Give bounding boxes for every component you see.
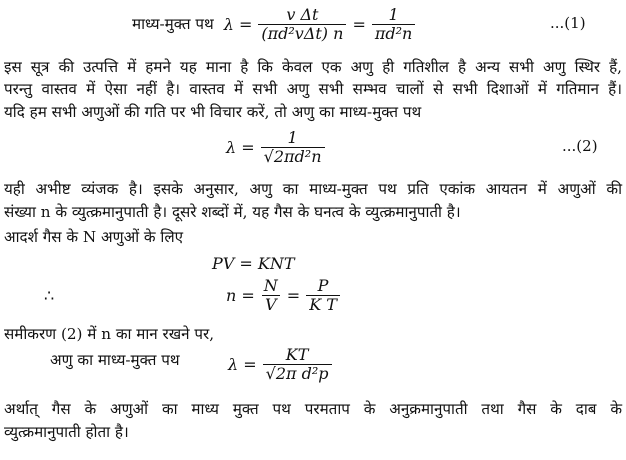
equals-sign: = bbox=[286, 285, 301, 305]
equals-sign: = bbox=[352, 14, 366, 34]
paragraph-2-line-3: आदर्श गैस के N अणुओं के लिए bbox=[4, 228, 184, 246]
fraction-denominator: √2πd²n bbox=[261, 147, 325, 166]
paragraph-1-line-1: इस सूत्र की उत्पत्ति में हमने यह माना है कि केवल एक अणु ही गतिशील है अन्य सभी अणु स्थिर हैं, bbox=[4, 58, 622, 76]
equation-1 bbox=[132, 2, 415, 46]
equation-4-fraction bbox=[263, 346, 332, 383]
equation-1-fraction-2 bbox=[372, 6, 415, 43]
fraction-denominator: (πd²vΔt) n bbox=[258, 24, 346, 43]
equation-4-lhs: λ = bbox=[228, 354, 257, 374]
paragraph-2-line-2: संख्या n के व्युत्क्रमानुपाती है। दूसरे शब्दों में, यह गैस के घनत्व के व्युत्क्रमानुपाती है। bbox=[4, 203, 461, 221]
fraction-denominator: V bbox=[262, 295, 280, 314]
fraction-numerator: P bbox=[317, 275, 329, 295]
paragraph-1-line-3: यदि हम सभी अणुओं की गति पर भी विचार करें, तो अणु का माध्य-मुक्त पथ bbox=[4, 103, 422, 121]
fraction-numerator: N bbox=[263, 275, 278, 295]
equation-4-label: अणु का माध्य-मुक्त पथ bbox=[50, 351, 180, 369]
equation-1-number: ...(1) bbox=[550, 14, 586, 32]
equation-3-fraction-1 bbox=[261, 277, 281, 314]
equation-2-fraction bbox=[261, 129, 325, 166]
fraction-numerator: KT bbox=[285, 344, 309, 364]
fraction-denominator: πd²n bbox=[372, 24, 415, 43]
paragraph-4-line-1: अर्थात् गैस के अणुओं का माध्य मुक्त पथ परमताप के अनुक्रमानुपाती तथा गैस के दाब के bbox=[4, 400, 622, 418]
paragraph-3-line-1: समीकरण (2) में n का मान रखने पर, bbox=[4, 325, 215, 343]
fraction-numerator: 1 bbox=[388, 4, 399, 24]
equation-1-lhs: λ = bbox=[223, 14, 253, 34]
fraction-numerator: 1 bbox=[287, 127, 298, 147]
therefore-symbol: ∴ bbox=[44, 286, 55, 305]
paragraph-2-line-1: यही अभीष्ट व्यंजक है। इसके अनुसार, अणु का माध्य-मुक्त पथ प्रति एकांक आयतन में अणुओं की bbox=[4, 180, 622, 198]
equation-1-fraction-1 bbox=[258, 6, 346, 43]
equation-2-number: ...(2) bbox=[562, 137, 598, 155]
ideal-gas-equation: PV = KNT bbox=[212, 254, 295, 273]
paragraph-4-line-2: व्युत्क्रमानुपाती होता है। bbox=[4, 423, 129, 441]
equation-2-lhs: λ = bbox=[226, 137, 255, 157]
equation-1-label: माध्य-मुक्त पथ bbox=[132, 15, 214, 33]
equation-3-lhs: n = bbox=[226, 285, 255, 305]
equation-4 bbox=[228, 340, 332, 388]
fraction-numerator: v Δt bbox=[286, 4, 319, 24]
equation-2 bbox=[226, 124, 325, 170]
paragraph-1-line-2: परन्तु वास्तव में ऐसा नहीं है। वास्तव में सभी अणु सभी सम्भव चालों से सभी दिशाओं में गतिमान हैं। bbox=[4, 80, 622, 98]
fraction-denominator: √2π d²p bbox=[263, 364, 332, 383]
equation-3 bbox=[226, 272, 340, 318]
equation-3-fraction-2 bbox=[306, 277, 340, 314]
fraction-denominator: K T bbox=[306, 295, 340, 314]
